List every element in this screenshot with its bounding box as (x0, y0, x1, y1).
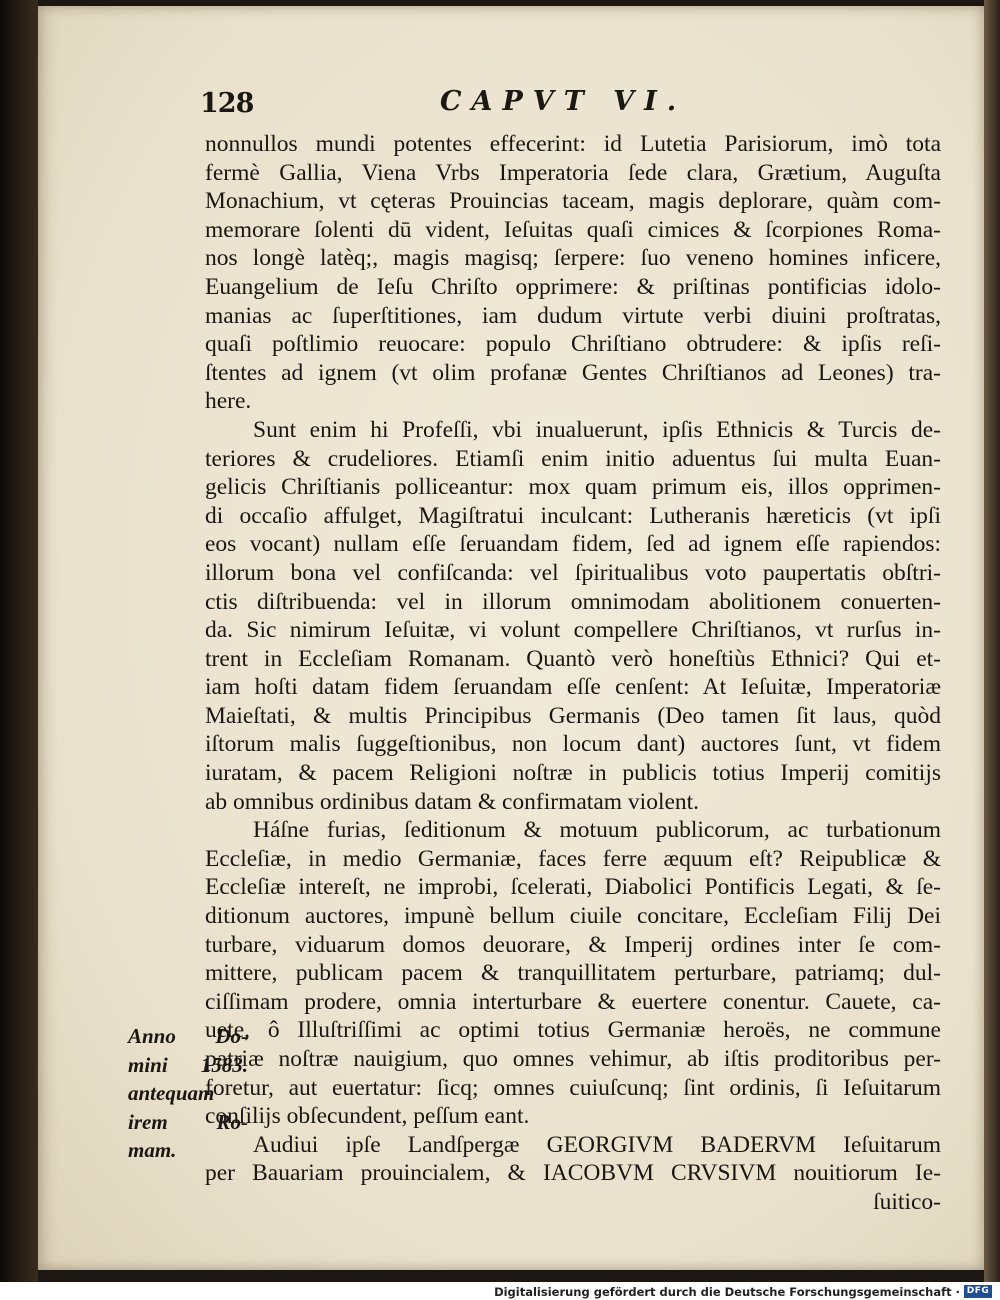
text-line: nos longè latèq;, magis magisq; ſerpere: ſuo veneno homines inficere, (205, 245, 941, 272)
margin-note-line: antequam (128, 1081, 215, 1106)
binding-edge (0, 0, 38, 1282)
text-line: ditionum auctores, impunè bellum ciuile concitare, Eccleſiam Filij Dei (205, 903, 941, 930)
text-line: manias ac ſuperſtitiones, iam dudum virtute verbi diuini proſtratas, (205, 302, 941, 329)
paragraph-start-line: Audiui ipſe Landſpergæ GEORGIVM BADERVM Ieſuitarum (253, 1131, 941, 1158)
text-line: da. Sic nimirum Ieſuitæ, vi volunt compellere Chriſtianos, vt rurſus in- (205, 617, 941, 644)
margin-note-line: mini 1583. (128, 1052, 248, 1077)
text-line: Maieſtati, & multis Principibus Germanis (Deo tamen ſit laus, quòd (205, 702, 941, 729)
text-line: di occaſio affulget, Magiſtratui inculcant: Lutheranis hæreticis (vt ipſi (205, 502, 941, 529)
text-line: uete, ô Illuſtriſſimi ac optimi totius Germaniæ heroës, ne commune (205, 1017, 941, 1044)
catchword-line: ſuitico- (873, 1188, 941, 1215)
text-line: fermè Gallia, Viena Vrbs Imperatoria ſede clara, Grætium, Auguſta (205, 159, 941, 186)
text-line: gelicis Chriſtianis polliceantur: mox quam primum eis, illos opprimen- (205, 474, 941, 501)
text-line: patriæ noſtræ nauigium, quo omnes vehimur, ab iſtis proditoribus per- (205, 1046, 941, 1072)
text-line: memorare ſolenti dū vident, Ieſuitas quaſi cimices & ſcorpiones Roma- (205, 216, 941, 243)
text-line: quaſi poſtlimio reuocare: populo Chriſtiano obtrudere: & ipſis reſi- (205, 331, 941, 358)
margin-note-line: irem Ro- (128, 1109, 248, 1134)
text-line: here. (205, 388, 252, 415)
text-line: Eccleſiæ, in medio Germaniæ, faces ferre æquum eſt? Reipublicæ & (205, 845, 941, 872)
footer-bar (0, 1282, 1000, 1300)
text-line: per Bauariam prouincialem, & IACOBVM CRVSIVM nouitiorum Ie- (205, 1160, 941, 1187)
text-line: ciſſimam prodere, omnia interturbare & euertere conentur. Cauete, ca- (205, 988, 941, 1015)
text-line: illorum bona vel confiſcanda: vel ſpiritualibus voto paupertatis obſtri- (205, 559, 941, 586)
page-number: 128 (200, 88, 254, 119)
text-line: iam hoſti datam fidem ſeruandam eſſe cenſent: At Ieſuitæ, Imperatoriæ (205, 674, 941, 701)
dfg-logo: DFG (964, 1285, 992, 1298)
digitization-credit: Digitalisierung gefördert durch die Deutsche Forschungsgemeinschaft · (494, 1285, 960, 1299)
text-line: ſtentes ad ignem (vt olim profanæ Gentes Chriſtianos ad Leones) tra- (205, 359, 941, 386)
margin-note (128, 1022, 248, 1165)
text-line: mittere, publicam pacem & tranquillitatem perturbare, patriamq; dul- (205, 960, 941, 987)
text-line: ctis diſtribuenda: vel in illorum omnimodam abolitionem conuerten- (205, 588, 941, 615)
paragraph-start-line: Háſne furias, ſeditionum & motuum publicorum, ac turbationum (253, 817, 941, 844)
paragraph-start-line: Sunt enim hi Profeſſi, vbi inualuerunt, ipſis Ethnicis & Turcis de- (253, 416, 941, 443)
page-edge (984, 0, 1000, 1282)
text-line: Euangelium de Ieſu Chriſto opprimere: & priſtinas pontificias idolo- (205, 273, 941, 300)
text-line: teriores & crudeliores. Etiamſi enim initio aduentus ſui multa Euan- (205, 445, 941, 472)
margin-note-line: Anno Do- (128, 1024, 248, 1048)
text-line: Monachium, vt cęteras Prouincias taceam, magis deplorare, quàm com- (205, 188, 941, 215)
text-line: turbare, viduarum domos deuorare, & Imperij ordines inter ſe com- (205, 931, 941, 958)
margin-note-line: mam. (128, 1138, 177, 1163)
text-line: Eccleſiæ intereſt, ne improbi, ſcelerati, Diabolici Pontificis Legati, & ſe- (205, 874, 941, 901)
body-text (205, 130, 941, 1217)
running-head-title: CAPVT VI. (440, 86, 687, 117)
text-line: iuratam, & pacem Religioni noſtræ in publicis totius Imperij comitijs (205, 760, 941, 787)
text-line: ab omnibus ordinibus datam & confirmatam violent. (205, 788, 700, 815)
text-line: conſilijs obſecundent, peſſum eant. (205, 1103, 530, 1130)
text-line: foretur, aut euertatur: ſicq; omnes cuiuſcunq; ſint ordinis, ſi Ieſuitarum (205, 1074, 941, 1101)
text-line: eos vocant) nullam eſſe ſeruandam fidem, ſed ad ignem eſſe rapiendos: (205, 531, 941, 558)
text-line: trent in Eccleſiam Romanam. Quantò verò honeſtiùs Ethnici? Qui et- (205, 645, 941, 672)
text-line: nonnullos mundi potentes effecerint: id Lutetia Parisiorum, imò tota (205, 131, 941, 157)
text-line: iſtorum malis ſuggeſtionibus, non locum dant) auctores ſunt, vt fidem (205, 731, 941, 758)
